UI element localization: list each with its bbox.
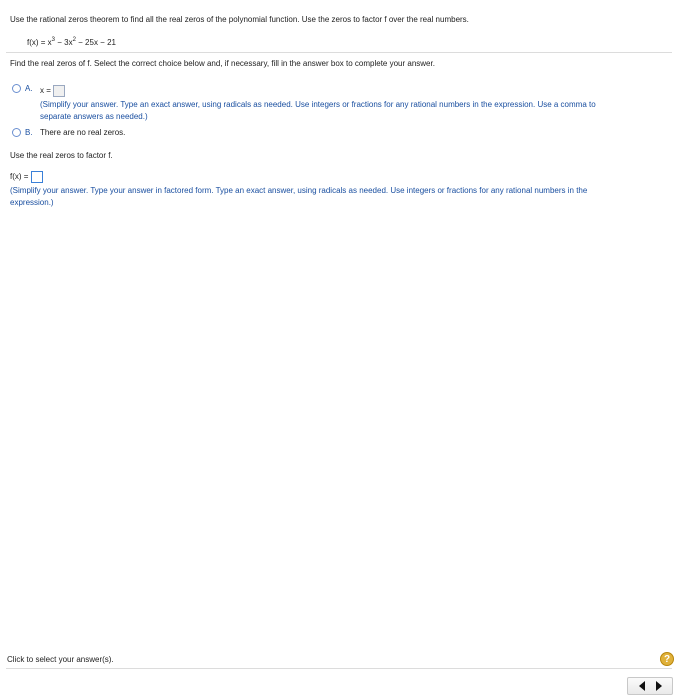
choice-a-hint-line2: separate answers as needed.) (40, 112, 148, 121)
choice-b-radio[interactable] (12, 128, 21, 137)
part2-hint-line2: expression.) (10, 198, 54, 207)
next-arrow-icon[interactable] (656, 681, 662, 691)
navigation-buttons (627, 677, 673, 695)
polynomial-function (27, 37, 116, 48)
status-text: Click to select your answer(s). (7, 655, 114, 664)
part1-prompt: Find the real zeros of f. Select the correct choice below and, if necessary, fill in the answer box to complete your answer. (10, 59, 435, 68)
part2-prompt: Use the real zeros to factor f. (10, 151, 113, 160)
function-lhs: f(x) = x (27, 38, 52, 47)
previous-arrow-icon[interactable] (639, 681, 645, 691)
choice-b-letter[interactable]: B. (25, 128, 33, 137)
function-tail: − 25x − 21 (75, 38, 116, 47)
divider (6, 52, 672, 53)
function-term-2: − 3x (55, 38, 73, 47)
choice-a-hint-line1: (Simplify your answer. Type an exact answer, using radicals as needed. Use integers or fractions for any rational numbers in the expression. Use a comma to (40, 100, 596, 109)
choice-a-letter[interactable]: A. (25, 84, 33, 93)
choice-b-text[interactable]: There are no real zeros. (40, 128, 126, 137)
footer-divider (6, 668, 672, 669)
part2-hint-line1: (Simplify your answer. Type your answer in factored form. Type an exact answer, using radicals as needed. Use integers or fractions for any rational numbers in the (10, 186, 588, 195)
exponent-2: 2 (72, 37, 76, 43)
help-icon[interactable]: ? (660, 652, 674, 666)
question-instruction: Use the rational zeros theorem to find all the real zeros of the polynomial function. Use the zeros to factor f over the real numbers. (10, 15, 469, 24)
exponent-3: 3 (51, 37, 56, 43)
choice-a-prefix: x = (40, 86, 51, 96)
choice-a-answer-box[interactable] (53, 85, 65, 97)
choice-a-radio[interactable] (12, 84, 21, 93)
factored-answer-box[interactable] (31, 171, 43, 183)
part2-prefix: f(x) = (10, 172, 29, 182)
part2-answer-row (10, 171, 43, 183)
choice-a-answer-row (40, 85, 65, 97)
